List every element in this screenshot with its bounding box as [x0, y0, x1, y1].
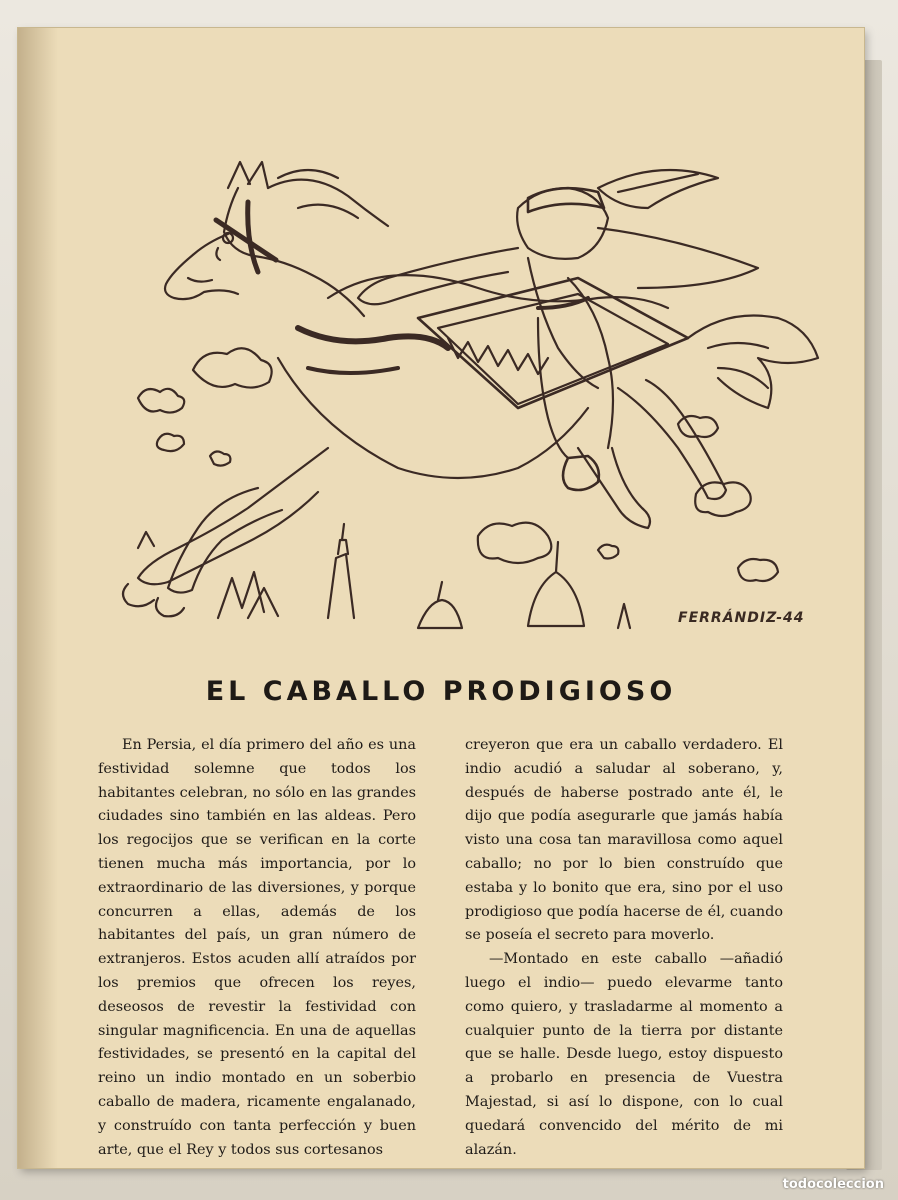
watermark: todocoleccion: [782, 1177, 884, 1192]
page-gutter-shadow: [18, 28, 58, 1168]
book-page: [18, 28, 864, 1168]
story-title: EL CABALLO PRODIGIOSO: [205, 676, 677, 707]
paragraph: creyeron que era un caballo verdadero. El indio acudió a saludar al soberano, y, después de haberse postrado ante él, le dijo que podía asegurarle que jamás había visto una cosa tan maravillosa como aquel caballo; no por lo bien construído que estaba y lo bonito que era, sino por el uso prodigioso que podía hacerse de él, cuando se poseía el secreto para moverlo.: [465, 737, 783, 944]
horse-with-rider-icon: [98, 148, 828, 648]
illustrator-signature: FERRÁNDIZ-44: [678, 610, 805, 626]
text-column-left: [98, 734, 416, 1162]
text-column-right: [465, 734, 783, 1162]
paragraph: —Montado en este caballo —añadió luego el indio— puedo elevarme tanto como quiero, y trasladarme al momento a cualquier punto de la tierra por distante que se halle. Desde luego, estoy dispuesto a probarlo en presencia de Vuestra Majestad, si así lo dispone, con lo cual quedará convencido del mérito de mi alazán.: [465, 951, 783, 1158]
paragraph: En Persia, el día primero del año es una festividad solemne que todos los habitantes celebran, no sólo en las grandes ciudades sino también en las aldeas. Pero los regocijos que se verifican en la corte tienen mucha más importancia, por lo extraordinario de las diversiones, y porque concurren a ellas, además de los habitantes del país, un gran número de extranjeros. Estos acuden allí atraídos por los premios que ofrecen los reyes, deseosos de revestir la festividad con singular magnificencia. En una de aquellas festividades, se presentó en la capital del reino un indio montado en un soberbio caballo de madera, ricamente engalanado, y construído con tanta perfección y buen arte, que el Rey y todos sus cortesanos: [98, 737, 416, 1158]
